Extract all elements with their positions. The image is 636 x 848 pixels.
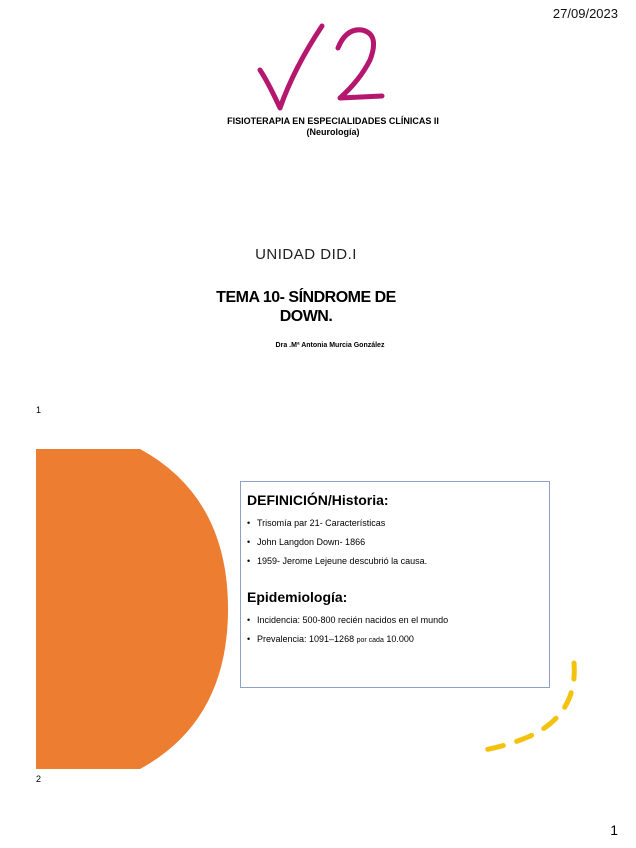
topic-title-line1: TEMA 10- SÍNDROME DE (216, 289, 396, 306)
definition-item: • 1959- Jerome Lejeune descubrió la causa. (247, 552, 543, 571)
epidemiology-heading: Epidemiología: (247, 589, 348, 605)
definition-item: • John Langdon Down- 1866 (247, 533, 543, 552)
document-date: 27/09/2023 (552, 6, 618, 21)
prevalence-small: por cada (356, 637, 384, 644)
orange-semicircle-decoration (36, 449, 236, 769)
prevalence-end: 10.000 (386, 634, 414, 644)
unit-label: UNIDAD DID.I (255, 246, 357, 263)
prevalence-main: Prevalencia: 1091–1268 (257, 634, 355, 644)
yellow-dashed-arc-decoration (470, 655, 585, 760)
prevalence-item (247, 630, 543, 650)
author-name: Dra .Mª Antonia Murcia González (275, 342, 385, 349)
topic-title (196, 288, 416, 326)
course-title (0, 116, 636, 138)
topic-title-line2: DOWN. (279, 308, 333, 325)
slide-number-2: 2 (36, 774, 42, 784)
definition-item: • Trisomía par 21- Características (247, 514, 543, 533)
definition-list (247, 514, 543, 571)
epidemiology-list (247, 611, 543, 650)
definition-heading: DEFINICIÓN/Historia: (247, 492, 389, 508)
course-title-line1: FISIOTERAPIA EN ESPECIALIDADES CLÍNICAS II (227, 116, 439, 126)
course-title-line2: (Neurología) (306, 127, 360, 137)
page-number: 1 (610, 822, 618, 838)
incidence-item: • Incidencia: 500-800 recién nacidos en el mundo (247, 611, 543, 630)
slide-number-1: 1 (36, 405, 42, 415)
handwritten-check-mark (250, 18, 390, 118)
